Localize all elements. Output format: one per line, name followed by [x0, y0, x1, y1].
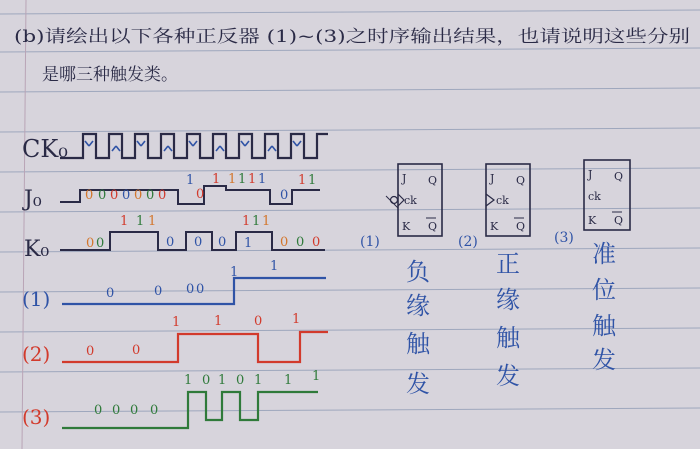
flip-flop-1: [360, 164, 442, 250]
svg-text:K: K: [402, 220, 411, 233]
svg-text:0: 0: [146, 188, 155, 203]
svg-text:ck: ck: [496, 194, 509, 207]
svg-text:1: 1: [172, 315, 181, 330]
svg-text:K: K: [490, 220, 499, 233]
svg-text:1: 1: [242, 214, 251, 229]
svg-text:0: 0: [134, 188, 143, 203]
svg-text:0: 0: [158, 188, 167, 203]
flip-flop-1-number: (1): [360, 234, 380, 250]
svg-text:1: 1: [248, 172, 257, 187]
svg-text:发: 发: [592, 346, 616, 374]
svg-text:0: 0: [202, 373, 211, 388]
svg-text:0: 0: [196, 282, 205, 297]
svg-text:1: 1: [270, 259, 279, 274]
svg-text:0: 0: [98, 188, 107, 203]
svg-text:0: 0: [154, 284, 163, 299]
svg-text:Q: Q: [516, 174, 526, 187]
svg-text:0: 0: [112, 403, 121, 418]
svg-text:缘: 缘: [406, 292, 430, 320]
svg-text:K: K: [588, 214, 597, 227]
question-line-2: 是哪三种触发类。: [42, 65, 178, 85]
svg-text:0: 0: [86, 236, 95, 251]
svg-text:J: J: [588, 168, 593, 181]
question-line-1: (b)请绘出以下各种正反器 (1)~(3)之时序输出结果，也请说明这些分别: [14, 27, 690, 47]
svg-text:触: 触: [406, 330, 430, 358]
output-2-label: (2): [22, 342, 51, 366]
flip-flop-2: [458, 164, 530, 250]
output-1-label: (1): [22, 287, 51, 311]
clock-edge-arrows: [85, 141, 301, 151]
svg-text:0: 0: [280, 188, 289, 203]
svg-text:0: 0: [186, 282, 195, 297]
flip-flop-3-answer: [592, 240, 617, 374]
svg-text:Q: Q: [428, 174, 438, 187]
clock-label: CK₀: [22, 135, 68, 163]
svg-text:1: 1: [258, 172, 267, 187]
output-1-marks: [106, 259, 278, 301]
svg-text:1: 1: [120, 214, 129, 229]
svg-text:J: J: [490, 172, 495, 185]
svg-text:位: 位: [592, 276, 616, 304]
svg-text:1: 1: [292, 312, 301, 327]
svg-text:1: 1: [284, 373, 293, 388]
svg-text:发: 发: [496, 362, 520, 390]
output-2-marks: [86, 312, 300, 359]
svg-text:负: 负: [406, 258, 430, 286]
svg-text:0: 0: [86, 344, 95, 359]
svg-text:ck: ck: [588, 190, 601, 203]
svg-text:0: 0: [194, 235, 203, 250]
svg-text:0: 0: [85, 188, 94, 203]
svg-text:0: 0: [196, 187, 205, 202]
svg-text:0: 0: [236, 373, 245, 388]
svg-text:0: 0: [132, 343, 141, 358]
svg-text:0: 0: [110, 188, 119, 203]
svg-text:缘: 缘: [496, 286, 520, 314]
svg-text:Q: Q: [516, 220, 526, 233]
svg-text:1: 1: [230, 265, 239, 280]
output-2-waveform: [62, 332, 328, 362]
svg-text:0: 0: [94, 403, 103, 418]
flip-flop-3-number: (3): [554, 230, 574, 246]
svg-text:Q: Q: [614, 170, 624, 183]
flip-flop-2-answer: [496, 250, 521, 390]
svg-text:1: 1: [244, 236, 253, 251]
svg-text:触: 触: [592, 312, 616, 340]
output-3-label: (3): [22, 405, 51, 429]
svg-text:0: 0: [130, 403, 139, 418]
svg-text:0: 0: [96, 236, 105, 251]
svg-text:0: 0: [166, 235, 175, 250]
svg-text:1: 1: [252, 214, 261, 229]
k-input-label: K₀: [24, 237, 50, 262]
svg-text:1: 1: [184, 373, 193, 388]
svg-text:ck: ck: [404, 194, 417, 207]
svg-text:1: 1: [298, 173, 307, 188]
svg-text:0: 0: [280, 235, 289, 250]
svg-text:1: 1: [238, 172, 247, 187]
svg-text:0: 0: [312, 235, 321, 250]
svg-text:1: 1: [214, 314, 223, 329]
svg-text:1: 1: [136, 214, 145, 229]
svg-text:1: 1: [308, 173, 317, 188]
svg-text:触: 触: [496, 324, 520, 352]
margin-line: [22, 0, 26, 449]
svg-text:0: 0: [296, 235, 305, 250]
j-input-label: J₀: [24, 187, 42, 212]
svg-text:J: J: [402, 172, 407, 185]
svg-text:1: 1: [186, 173, 195, 188]
svg-text:0: 0: [254, 314, 263, 329]
svg-text:0: 0: [122, 188, 131, 203]
svg-text:0: 0: [106, 286, 115, 301]
svg-text:0: 0: [150, 403, 159, 418]
svg-text:Q: Q: [428, 220, 438, 233]
svg-text:发: 发: [406, 370, 430, 398]
svg-text:1: 1: [228, 172, 237, 187]
svg-text:1: 1: [254, 373, 263, 388]
flip-flop-1-answer: [406, 258, 431, 398]
svg-text:0: 0: [218, 235, 227, 250]
svg-text:正: 正: [496, 250, 520, 278]
svg-text:1: 1: [312, 369, 321, 384]
svg-text:1: 1: [218, 373, 227, 388]
flip-flop-2-number: (2): [458, 234, 478, 250]
svg-text:1: 1: [212, 172, 221, 187]
svg-text:准: 准: [592, 240, 616, 268]
svg-text:Q: Q: [614, 214, 624, 227]
svg-text:1: 1: [148, 214, 157, 229]
j-marks: [85, 172, 316, 203]
flip-flop-3: [554, 160, 630, 246]
svg-text:1: 1: [262, 214, 271, 229]
